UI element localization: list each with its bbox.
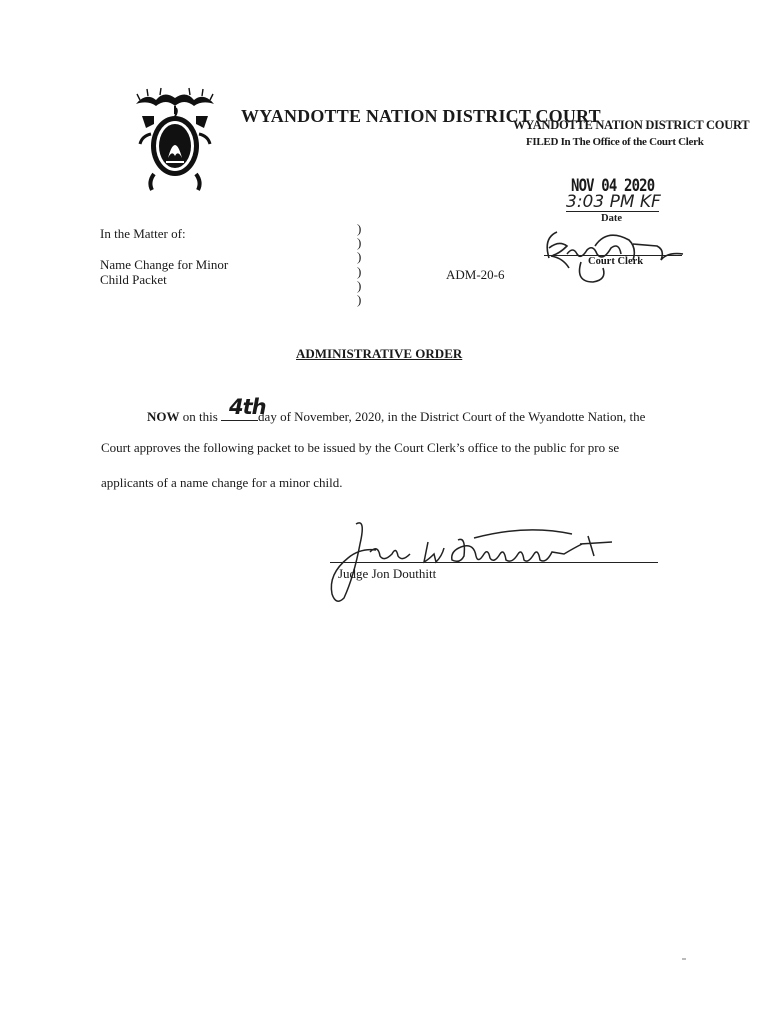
court-title: WYANDOTTE NATION DISTRICT COURT [241, 106, 601, 126]
order-line1-rest: day of November, 2020, in the District Court of the Wyandotte Nation, the [258, 409, 646, 424]
filing-stamp-time-handwritten: 3:03 PM KF [566, 192, 661, 212]
filing-stamp-filed-line: FILED In The Office of the Court Clerk [526, 136, 704, 148]
case-number: ADM-20-6 [446, 267, 505, 282]
order-paragraph-line3: applicants of a name change for a minor child. [101, 475, 343, 490]
filing-stamp-date-line [566, 211, 659, 212]
order-paragraph-line1 [147, 408, 645, 425]
scan-speck [682, 958, 686, 960]
matter-title-line1: Name Change for Minor [100, 257, 229, 272]
on-this-text: on this [182, 409, 218, 424]
filing-stamp-court-name: WYANDOTTE NATION DISTRICT COURT [513, 118, 750, 132]
judge-signature-icon [326, 514, 626, 606]
filing-stamp-clerk-label: Court Clerk [588, 256, 644, 267]
order-paragraph-line2: Court approves the following packet to be issued by the Court Clerk’s office to the public for pro se [101, 440, 620, 455]
filing-stamp-date: NOV 04 2020 [571, 176, 655, 196]
judge-signature-line [330, 562, 658, 563]
matter-title-line2: Child Packet [100, 272, 167, 287]
order-heading: ADMINISTRATIVE ORDER [296, 346, 463, 361]
judge-name: Judge Jon Douthitt [338, 566, 437, 581]
wyandotte-seal-icon [132, 86, 218, 194]
now-word: NOW [147, 409, 180, 424]
matter-label: In the Matter of: [100, 226, 186, 241]
handwritten-day: 4th [229, 395, 266, 419]
filing-stamp-date-label: Date [601, 213, 622, 224]
caption-parentheses: ) ) ) ) ) ) [357, 221, 362, 308]
